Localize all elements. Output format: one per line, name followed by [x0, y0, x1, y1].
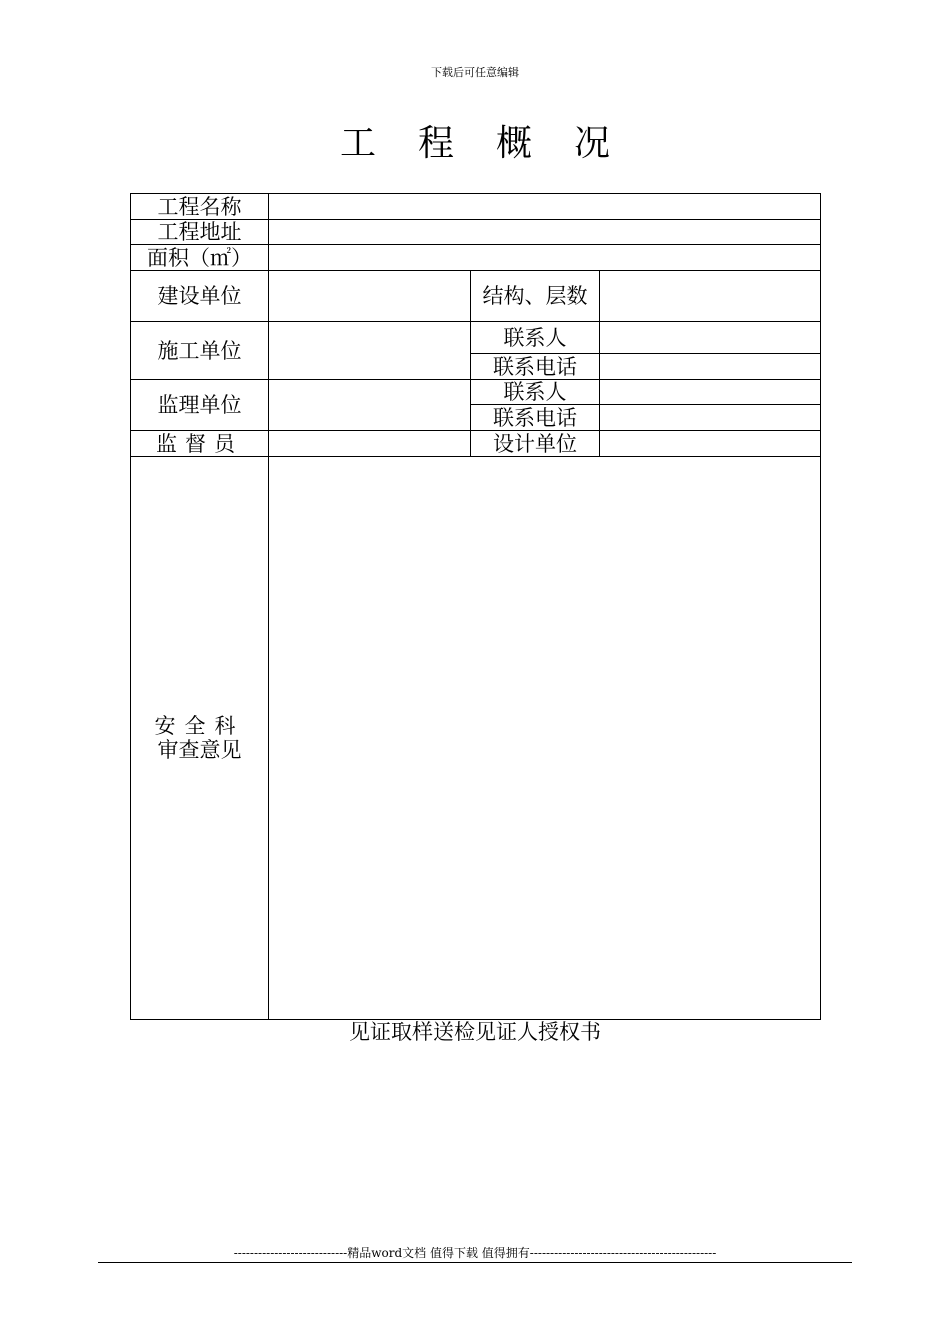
supervision-unit-field[interactable]: [269, 380, 471, 431]
area-label: 面积（㎡）: [131, 245, 269, 271]
design-unit-label: 设计单位: [471, 431, 600, 457]
title-char: 程: [417, 123, 454, 164]
safety-review-label-line1: 安全科: [154, 714, 245, 738]
title-char: 况: [574, 123, 611, 164]
project-name-label: 工程名称: [131, 194, 269, 220]
construction-unit-field[interactable]: [269, 271, 471, 322]
builder-unit-label: 施工单位: [131, 322, 269, 380]
supervision-unit-label: 监理单位: [131, 380, 269, 431]
title-char: 工: [339, 123, 376, 164]
page-title: [0, 118, 950, 170]
area-field[interactable]: [269, 245, 821, 271]
construction-unit-label: 建设单位: [131, 271, 269, 322]
design-unit-field[interactable]: [600, 431, 821, 457]
supervision-contact-label: 联系人: [471, 380, 600, 405]
builder-phone-label: 联系电话: [471, 354, 600, 380]
structure-floors-field[interactable]: [600, 271, 821, 322]
builder-contact-field[interactable]: [600, 322, 821, 354]
inspector-label: 监督员: [131, 431, 269, 457]
structure-floors-label-text: 结构、层数: [482, 284, 588, 308]
footer-note: ----------------------------精品word文档 值得下载 值得拥有----------------------------------------------: [233, 1246, 717, 1260]
supervision-phone-field[interactable]: [600, 405, 821, 431]
project-address-label: 工程地址: [131, 220, 269, 245]
structure-floors-label: [471, 271, 600, 322]
builder-unit-field[interactable]: [269, 322, 471, 380]
builder-contact-label: 联系人: [471, 322, 600, 354]
title-char: 概: [496, 123, 533, 164]
builder-phone-field[interactable]: [600, 354, 821, 380]
safety-review-label-line2: 审查意见: [157, 738, 242, 762]
footer-rule: [98, 1262, 852, 1263]
safety-review-label: [131, 457, 269, 1020]
supervision-contact-field[interactable]: [600, 380, 821, 405]
safety-review-field[interactable]: [269, 457, 821, 1020]
project-address-field[interactable]: [269, 220, 821, 245]
project-name-field[interactable]: [269, 194, 821, 220]
header-note: 下载后可任意编辑: [431, 66, 519, 79]
supervision-phone-label: 联系电话: [471, 405, 600, 431]
authorization-title: 见证取样送检见证人授权书: [349, 1020, 601, 1044]
project-overview-form: [130, 193, 821, 1020]
inspector-field[interactable]: [269, 431, 471, 457]
